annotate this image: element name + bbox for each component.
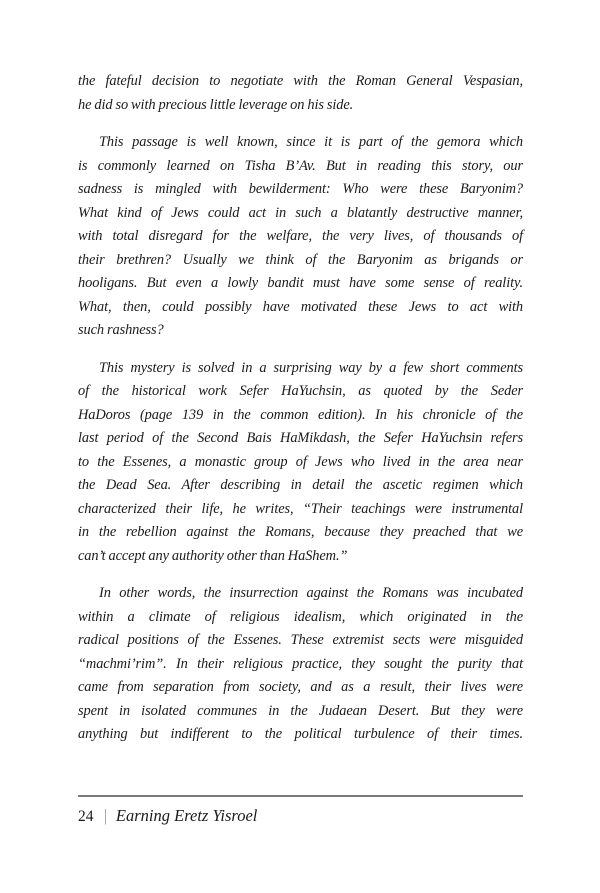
text-line: in the rebellion against the Romans, because they preached that we [78,524,523,540]
footer-rule [78,795,523,797]
text-line: the Dead Sea. After describing in detail the ascetic regimen which [78,477,523,493]
text-line: hooligans. But even a lowly bandit must have some sense of reality. [78,275,523,291]
paragraph [78,582,523,747]
text-line: last period of the Second Bais HaMikdash, the Sefer HaYuchsin refers [78,430,523,446]
paragraph [78,131,523,343]
paragraph-continuation [78,70,523,117]
text-line: This mystery is solved in a surprising way by a few short comments [99,359,523,376]
text-line: “machmi’rim”. In their religious practice, they sought the purity that [78,655,523,672]
text-line: came from separation from society, and as a result, their lives were [78,679,523,695]
page-number: 24 [78,807,94,825]
text-line: radical positions of the Essenes. These extremist sects were misguided [78,632,523,648]
text-line: What kind of Jews could act in such a blatantly destructive manner, [78,204,523,221]
text-line: to the Essenes, a monastic group of Jews who lived in the area near [78,453,523,470]
text-line: such rashness? [78,322,164,338]
page-footer [0,795,600,828]
text-line: What, then, could possibly have motivated these Jews to act with [78,298,523,315]
text-line: the fateful decision to negotiate with the Roman General Vespasian, [78,73,523,89]
text-line: characterized their life, he writes, “Their teachings were instrumental [78,500,523,517]
text-line: anything but indifferent to the political turbulence of their times. [78,726,523,742]
text-line: of the historical work Sefer HaYuchsin, as quoted by the Seder [78,383,523,399]
text-line: spent in isolated communes in the Judaean Desert. But they were [78,702,523,719]
footer-separator: | [104,805,107,825]
text-line: sadness is mingled with bewilderment: Who were these Baryonim? [78,181,523,197]
text-line: can’t accept any authority other than HaShem.” [78,547,348,564]
text-line: he did so with precious little leverage on his side. [78,96,354,113]
text-line: is commonly learned on Tisha B’Av. But in reading this story, our [78,157,523,174]
book-title: Earning Eretz Yisroel [115,805,258,825]
paragraph [78,357,523,569]
text-line: within a climate of religious idealism, which originated in the [78,608,523,625]
footer-line [78,805,523,828]
text-line: with total disregard for the welfare, the very lives, of thousands of [78,228,523,244]
text-line: In other words, the insurrection against the Romans was incubated [99,585,523,601]
text-line: This passage is well known, since it is part of the gemora which [99,134,523,150]
text-line: HaDoros (page 139 in the common edition). In his chronicle of the [78,406,523,423]
text-line: their brethren? Usually we think of the Baryonim as brigands or [78,251,523,268]
